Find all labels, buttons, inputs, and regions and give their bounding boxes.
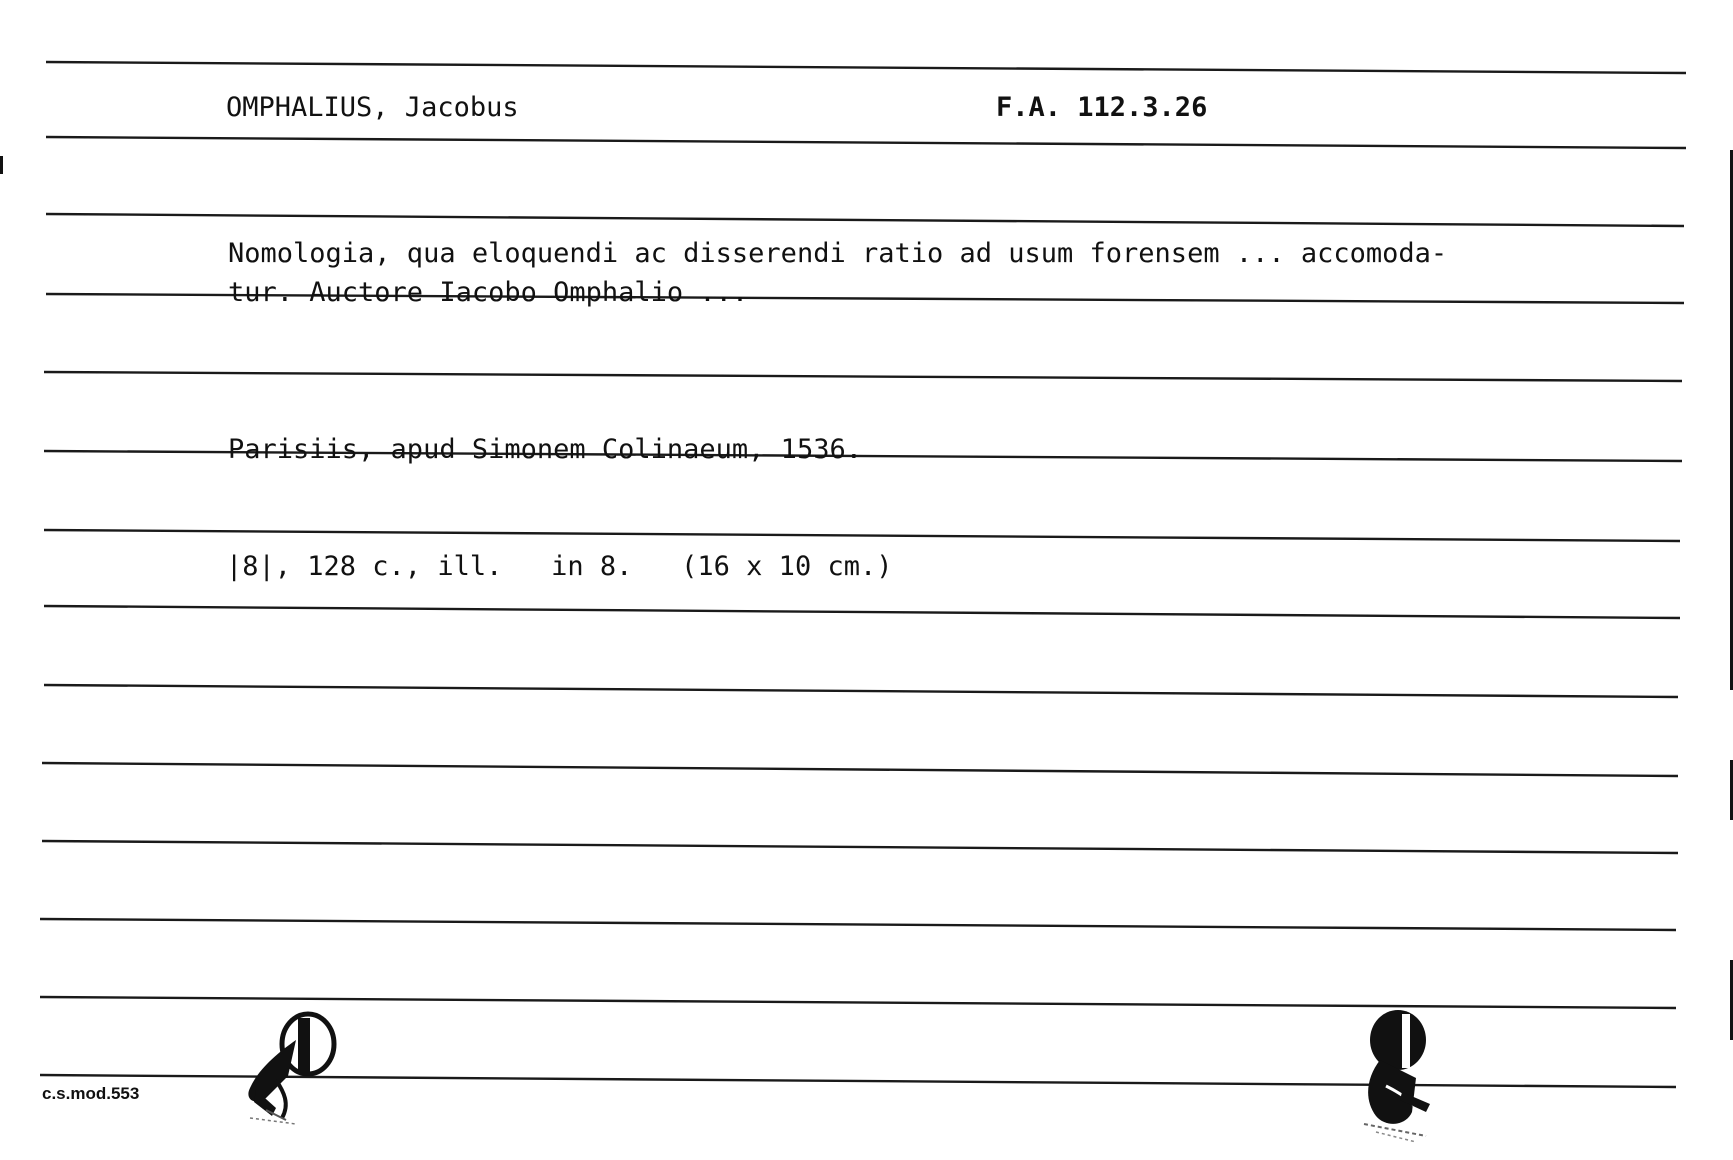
rule-line (46, 62, 1686, 73)
title-line-1: Nomologia, qua eloquendi ac disserendi ratio ad usum forensem ... accomoda- (228, 238, 1448, 269)
shelfmark: F.A. 112.3.26 (996, 92, 1208, 123)
form-code: c.s.mod.553 (42, 1084, 140, 1103)
binder-clip-icon (236, 1010, 346, 1130)
rule-line (40, 919, 1676, 930)
rule-line (46, 214, 1684, 226)
binder-clip-icon (1346, 1008, 1456, 1148)
rule-line (46, 137, 1686, 148)
rule-line (44, 606, 1680, 618)
author-heading: OMPHALIUS, Jacobus (226, 92, 519, 123)
rule-line (40, 997, 1676, 1008)
rule-line (42, 841, 1678, 853)
edge-mark-left (0, 156, 3, 174)
rule-line (44, 372, 1682, 381)
collation: |8|, 128 c., ill. in 8. (16 x 10 cm.) (226, 551, 893, 582)
title-line-2: tur. Auctore Iacobo Omphalio ... (228, 277, 749, 308)
rule-line (44, 530, 1680, 541)
rule-line (44, 685, 1678, 697)
imprint: Parisiis, apud Simonem Colinaeum, 1536. (228, 434, 862, 465)
rule-line (42, 763, 1678, 776)
